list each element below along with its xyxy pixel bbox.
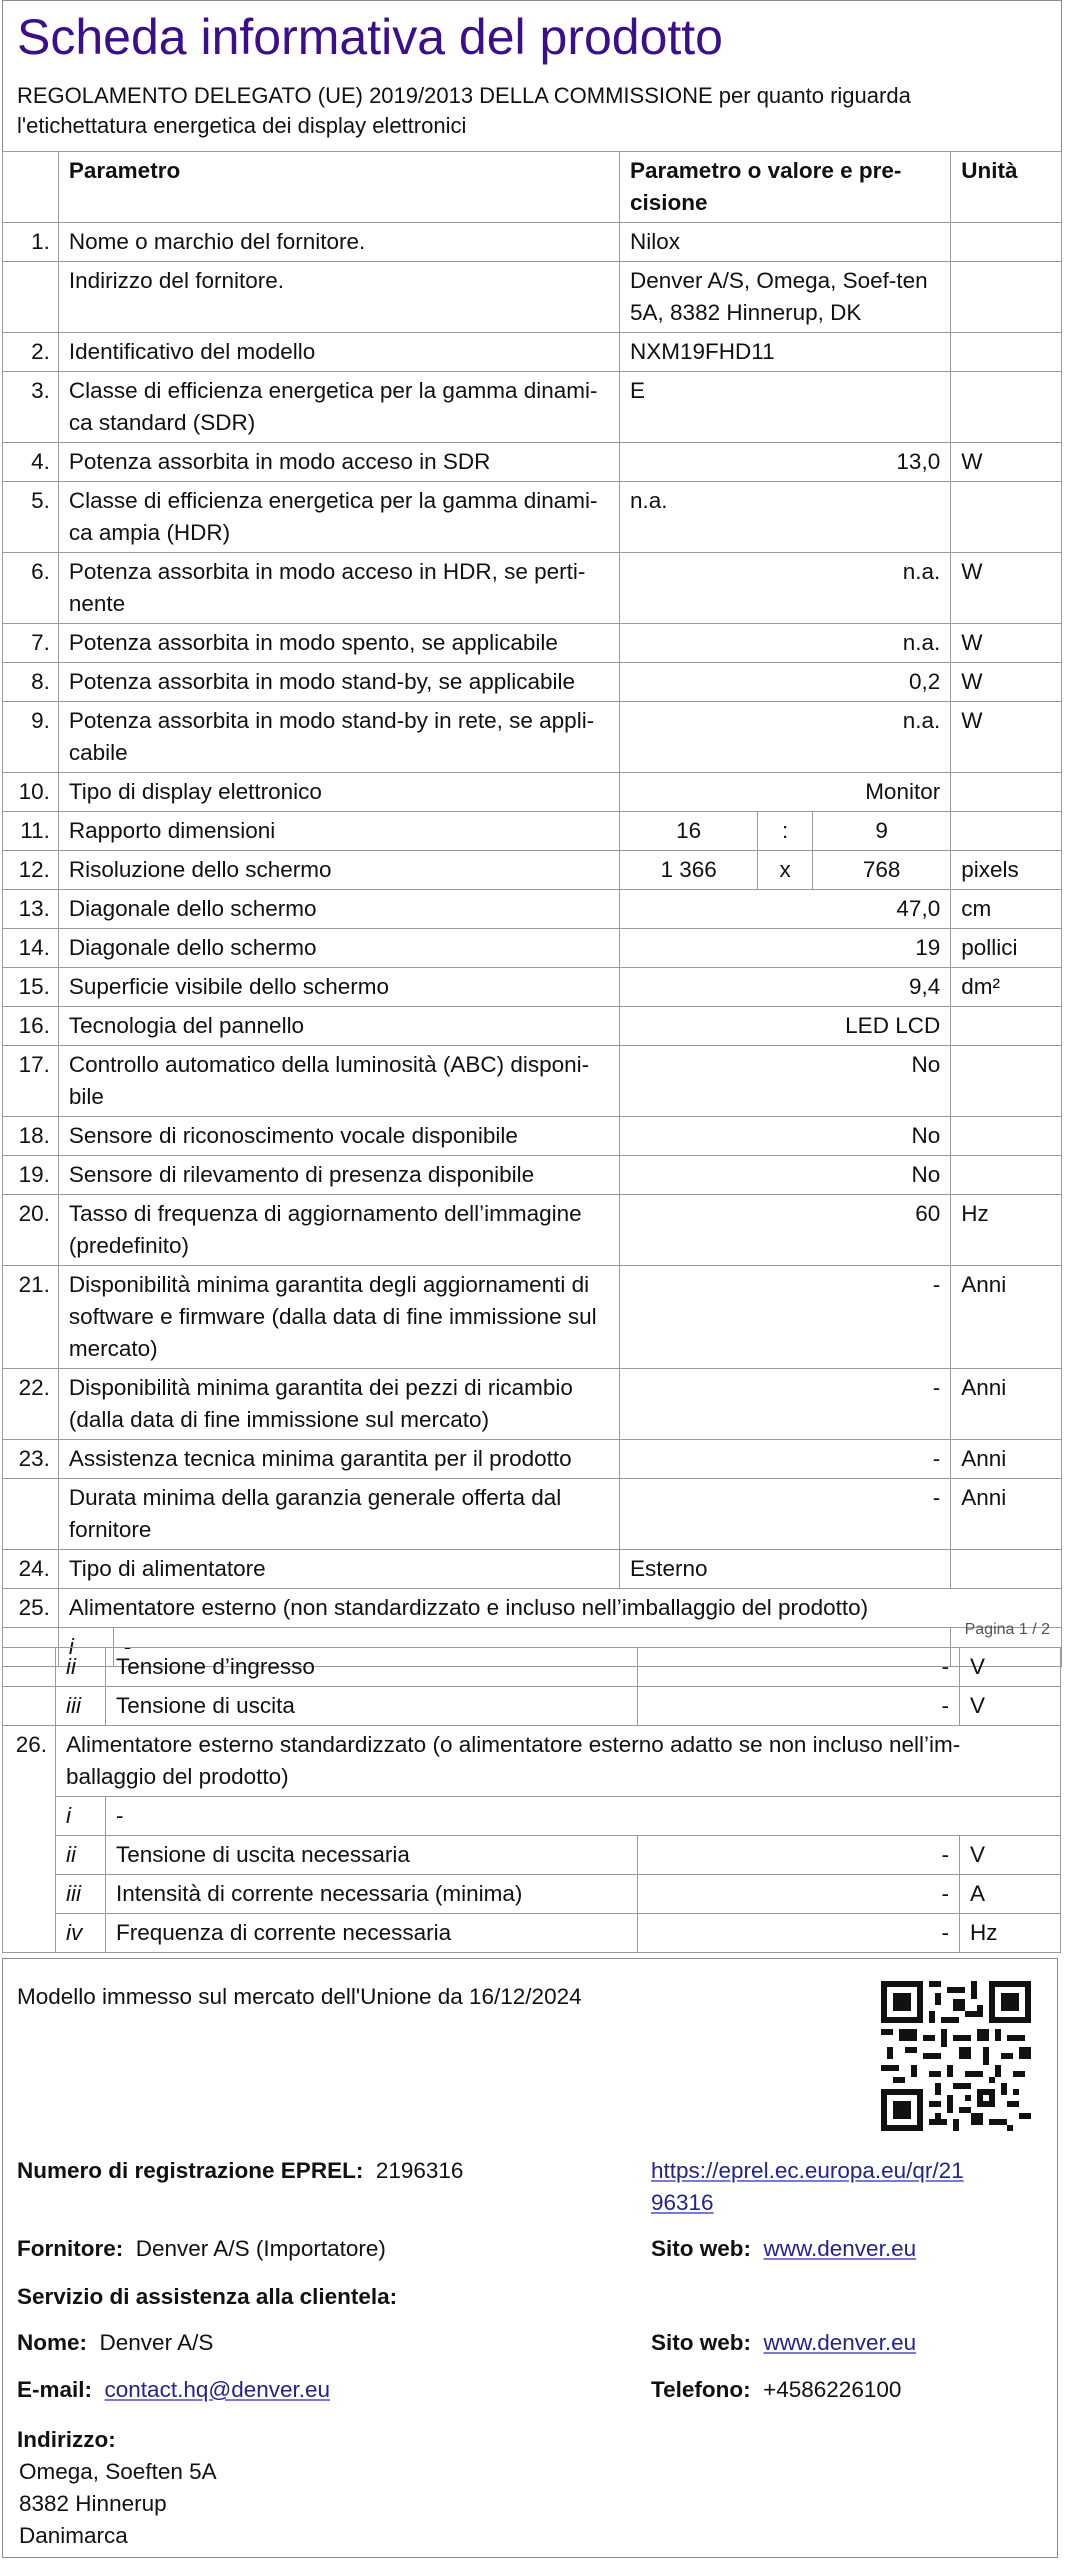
row-value: -	[620, 1369, 951, 1440]
table-row	[3, 1195, 1062, 1266]
subrow-index: iii	[56, 1875, 106, 1914]
row-label: Nome o marchio del fornitore.	[58, 223, 619, 262]
row-number: 25.	[3, 1589, 59, 1628]
subrow-index: ii	[56, 1648, 106, 1687]
row-label: Alimentatore esterno standardizzato (o alimentatore esterno adatto se non incluso nell’im-ballaggio del prodotto)	[56, 1726, 1061, 1797]
row-number: 12.	[3, 851, 59, 890]
row-number: 18.	[3, 1117, 59, 1156]
table-row	[3, 890, 1062, 929]
subrow-value: -	[638, 1836, 960, 1875]
service-website-link[interactable]: www.denver.eu	[763, 2330, 917, 2355]
table-subrow	[3, 1914, 1061, 1953]
row-value: Esterno	[620, 1550, 951, 1589]
row-number: 3.	[3, 372, 59, 443]
row-number: 24.	[3, 1550, 59, 1589]
table-subrow	[3, 1797, 1061, 1836]
row-value: n.a.	[620, 553, 951, 624]
row-value: NXM19FHD11	[620, 333, 951, 372]
col-header-unit: Unità	[951, 152, 1062, 223]
service-name-value: Denver A/S	[99, 2330, 214, 2355]
table-subrow	[3, 1836, 1061, 1875]
table-row	[3, 1479, 1062, 1550]
row-value-b: 768	[813, 851, 951, 890]
table-row	[3, 773, 1062, 812]
subrow-index: ii	[56, 1836, 106, 1875]
row-number: 19.	[3, 1156, 59, 1195]
row-value: No	[620, 1156, 951, 1195]
row-value: No	[620, 1046, 951, 1117]
row-unit: Anni	[951, 1479, 1062, 1550]
subrow-value: -	[638, 1914, 960, 1953]
table-row	[3, 443, 1062, 482]
row-value: -	[620, 1266, 951, 1369]
service-website	[651, 2327, 916, 2359]
table-row	[3, 624, 1062, 663]
table-row	[3, 1266, 1062, 1369]
table-row	[3, 553, 1062, 624]
service-website-label: Sito web:	[651, 2330, 751, 2355]
row-value: 60	[620, 1195, 951, 1266]
row-label: Disponibilità minima garantita dei pezzi di ricambio (dalla data di fine immissione sul mercato)	[58, 1369, 619, 1440]
subrow-unit: V	[960, 1687, 1061, 1726]
row-number: 5.	[3, 482, 59, 553]
subrow-unit: Hz	[960, 1914, 1061, 1953]
address-line-3: Danimarca	[19, 2523, 128, 2548]
row-label: Potenza assorbita in modo acceso in SDR	[58, 443, 619, 482]
parameter-table-continued	[2, 1647, 1061, 1953]
supplier-label: Fornitore:	[17, 2236, 124, 2261]
row-unit	[951, 482, 1062, 553]
row-number: 23.	[3, 1440, 59, 1479]
website-link[interactable]: www.denver.eu	[763, 2236, 917, 2261]
row-unit: W	[951, 663, 1062, 702]
row-label: Assistenza tecnica minima garantita per il prodotto	[58, 1440, 619, 1479]
product-sheet-page-2	[2, 1647, 1060, 1953]
row-number: 20.	[3, 1195, 59, 1266]
row-label: Controllo automatico della luminosità (ABC) disponi-bile	[58, 1046, 619, 1117]
row-unit	[951, 1550, 1062, 1589]
row-unit	[951, 372, 1062, 443]
table-row-25	[3, 1589, 1062, 1628]
phone-value: +4586226100	[763, 2377, 902, 2402]
row-label: Sensore di rilevamento di presenza disponibile	[58, 1156, 619, 1195]
table-row	[3, 1117, 1062, 1156]
row-number: 9.	[3, 702, 59, 773]
address-label: Indirizzo:	[17, 2427, 116, 2452]
address-block	[17, 2424, 217, 2552]
row-value: Nilox	[620, 223, 951, 262]
row-label: Tipo di alimentatore	[58, 1550, 619, 1589]
row-label: Identificativo del modello	[58, 333, 619, 372]
row-value: 13,0	[620, 443, 951, 482]
row-number: 7.	[3, 624, 59, 663]
row-number: 4.	[3, 443, 59, 482]
subrow-value: -	[638, 1875, 960, 1914]
row-number: 22.	[3, 1369, 59, 1440]
row-label: Diagonale dello schermo	[58, 929, 619, 968]
phone-label: Telefono:	[651, 2377, 751, 2402]
table-row	[3, 1046, 1062, 1117]
row-number: 2.	[3, 333, 59, 372]
row-unit	[951, 1046, 1062, 1117]
row-number: 15.	[3, 968, 59, 1007]
supplier-line	[17, 2233, 386, 2265]
row-label: Rapporto dimensioni	[58, 812, 619, 851]
address-line-2: 8382 Hinnerup	[19, 2491, 167, 2516]
row-unit	[951, 223, 1062, 262]
subrow-value: -	[638, 1687, 960, 1726]
row-number	[3, 1479, 59, 1550]
website-label: Sito web:	[651, 2236, 751, 2261]
row-value-separator: :	[758, 812, 813, 851]
row-label: Potenza assorbita in modo stand-by, se applicabile	[58, 663, 619, 702]
row-label: Risoluzione dello schermo	[58, 851, 619, 890]
row-unit: W	[951, 702, 1062, 773]
email-link[interactable]: contact.hq@denver.eu	[104, 2377, 331, 2402]
subrow-label: Tensione d’ingresso	[106, 1648, 638, 1687]
phone-line	[651, 2374, 901, 2406]
col-header-value: Parametro o valore e pre-cisione	[620, 152, 951, 223]
table-row	[3, 1550, 1062, 1589]
row-number: 14.	[3, 929, 59, 968]
subrow-unit: A	[960, 1875, 1061, 1914]
row-unit	[951, 773, 1062, 812]
row-value: -	[620, 1479, 951, 1550]
row-unit: W	[951, 443, 1062, 482]
supplier-website	[651, 2233, 916, 2265]
eprel-link-line-2[interactable]: 96316	[651, 2190, 714, 2215]
qr-code-icon[interactable]	[881, 1981, 1031, 2131]
table-row	[3, 1156, 1062, 1195]
table-row	[3, 1369, 1062, 1440]
table-row	[3, 1007, 1062, 1046]
table-row	[3, 482, 1062, 553]
row-unit	[951, 1117, 1062, 1156]
table-row	[3, 851, 1062, 890]
row-label: Potenza assorbita in modo stand-by in rete, se appli-cabile	[58, 702, 619, 773]
row-unit	[951, 333, 1062, 372]
table-row	[3, 333, 1062, 372]
customer-service-heading	[17, 2281, 397, 2313]
table-header-row	[3, 152, 1062, 223]
parameter-table	[2, 151, 1062, 1667]
subrow-value: -	[638, 1648, 960, 1687]
row-label: Sensore di riconoscimento vocale disponibile	[58, 1117, 619, 1156]
row-number	[3, 262, 59, 333]
row-number-empty	[3, 1687, 56, 1726]
row-value: n.a.	[620, 482, 951, 553]
row-value: Monitor	[620, 773, 951, 812]
row-number: 26.	[3, 1726, 56, 1953]
table-row	[3, 929, 1062, 968]
eprel-link[interactable]	[651, 2155, 964, 2219]
row-value-separator: x	[758, 851, 813, 890]
row-unit: Anni	[951, 1440, 1062, 1479]
row-unit: W	[951, 624, 1062, 663]
service-name-line	[17, 2327, 213, 2359]
product-sheet-page-1	[2, 0, 1062, 1667]
row-unit: Anni	[951, 1266, 1062, 1369]
row-number: 1.	[3, 223, 59, 262]
table-row	[3, 262, 1062, 333]
row-label: Disponibilità minima garantita degli aggiornamenti di software e firmware (dalla data di fine immissione sul mercato)	[58, 1266, 619, 1369]
address-line-1: Omega, Soeften 5A	[19, 2459, 217, 2484]
subrow-label: Frequenza di corrente necessaria	[106, 1914, 638, 1953]
row-unit	[951, 1007, 1062, 1046]
row-unit	[951, 262, 1062, 333]
sheet-header	[2, 0, 1062, 151]
row-label: Tecnologia del pannello	[58, 1007, 619, 1046]
subrow-label: Tensione di uscita necessaria	[106, 1836, 638, 1875]
row-number: 21.	[3, 1266, 59, 1369]
subrow-label: Tensione di uscita	[106, 1687, 638, 1726]
row-value-b: 9	[813, 812, 951, 851]
row-value: n.a.	[620, 702, 951, 773]
regulation-subtitle: REGOLAMENTO DELEGATO (UE) 2019/2013 DELLA COMMISSIONE per quanto riguarda l'etichettatura energetica dei display elettronici	[17, 83, 911, 138]
row-value-a: 1 366	[620, 851, 758, 890]
row-label: Tasso di frequenza di aggiornamento dell’immagine (predefinito)	[58, 1195, 619, 1266]
email-line	[17, 2374, 330, 2406]
row-number: 8.	[3, 663, 59, 702]
subrow-index: iv	[56, 1914, 106, 1953]
row-label: Classe di efficienza energetica per la gamma dinami-ca standard (SDR)	[58, 372, 619, 443]
table-row	[3, 702, 1062, 773]
row-value: 47,0	[620, 890, 951, 929]
table-subrow	[3, 1875, 1061, 1914]
row-label: Potenza assorbita in modo spento, se applicabile	[58, 624, 619, 663]
eprel-label: Numero di registrazione EPREL:	[17, 2158, 364, 2183]
customer-service-label: Servizio di assistenza alla clientela:	[17, 2284, 398, 2309]
eprel-link-line-1[interactable]: https://eprel.ec.europa.eu/qr/21	[651, 2158, 964, 2183]
row-unit: W	[951, 553, 1062, 624]
row-label: Indirizzo del fornitore.	[58, 262, 619, 333]
page-title: Scheda informativa del prodotto	[17, 9, 723, 65]
row-unit: cm	[951, 890, 1062, 929]
subrow-index: iii	[56, 1687, 106, 1726]
table-row	[3, 372, 1062, 443]
table-row	[3, 1440, 1062, 1479]
row-unit: Hz	[951, 1195, 1062, 1266]
row-label: Durata minima della garanzia generale offerta dal fornitore	[58, 1479, 619, 1550]
row-label: Tipo di display elettronico	[58, 773, 619, 812]
service-name-label: Nome:	[17, 2330, 88, 2355]
row-value-a: 16	[620, 812, 758, 851]
row-label: Diagonale dello schermo	[58, 890, 619, 929]
subrow-index: i	[56, 1797, 106, 1836]
table-subrow	[3, 1648, 1061, 1687]
eprel-info-box	[2, 1958, 1058, 2558]
row-value: Denver A/S, Omega, Soef-ten 5A, 8382 Hinnerup, DK	[620, 262, 951, 333]
row-value: No	[620, 1117, 951, 1156]
email-label: E-mail:	[17, 2377, 93, 2402]
row-number: 13.	[3, 890, 59, 929]
row-value: 9,4	[620, 968, 951, 1007]
row-value: LED LCD	[620, 1007, 951, 1046]
market-date-text: Modello immesso sul mercato dell'Unione da 16/12/2024	[17, 1984, 582, 2009]
subrow-value: -	[113, 1628, 950, 1667]
row-number: 6.	[3, 553, 59, 624]
row-number: 17.	[3, 1046, 59, 1117]
col-header-param: Parametro	[58, 152, 619, 223]
subrow-unit: V	[960, 1836, 1061, 1875]
row-value: n.a.	[620, 624, 951, 663]
row-value: -	[620, 1440, 951, 1479]
row-value: 0,2	[620, 663, 951, 702]
subrow-value: -	[106, 1797, 1061, 1836]
row-unit: dm²	[951, 968, 1062, 1007]
subrow-index: i	[58, 1628, 113, 1667]
table-row-26	[3, 1726, 1061, 1797]
subrow-label: Intensità di corrente necessaria (minima)	[106, 1875, 638, 1914]
eprel-value: 2196316	[375, 2158, 464, 2183]
row-number: 16.	[3, 1007, 59, 1046]
eprel-number	[17, 2155, 463, 2187]
row-unit: pixels	[951, 851, 1062, 890]
row-label: Potenza assorbita in modo acceso in HDR, se perti-nente	[58, 553, 619, 624]
row-label: Alimentatore esterno (non standardizzato e incluso nell’imballaggio del prodotto)	[58, 1589, 1061, 1628]
row-number-empty	[3, 1648, 56, 1687]
row-unit: Anni	[951, 1369, 1062, 1440]
table-row	[3, 663, 1062, 702]
table-row	[3, 968, 1062, 1007]
row-label: Classe di efficienza energetica per la gamma dinami-ca ampia (HDR)	[58, 482, 619, 553]
row-value: E	[620, 372, 951, 443]
row-number: 10.	[3, 773, 59, 812]
subrow-unit: V	[960, 1648, 1061, 1687]
row-unit	[951, 812, 1062, 851]
page-number: Pagina 1 / 2	[964, 1621, 1050, 1638]
row-value: 19	[620, 929, 951, 968]
table-row	[3, 812, 1062, 851]
supplier-value: Denver A/S (Importatore)	[135, 2236, 386, 2261]
row-number: 11.	[3, 812, 59, 851]
table-row	[3, 223, 1062, 262]
row-unit: pollici	[951, 929, 1062, 968]
row-label: Superficie visibile dello schermo	[58, 968, 619, 1007]
row-unit	[951, 1156, 1062, 1195]
table-subrow	[3, 1687, 1061, 1726]
